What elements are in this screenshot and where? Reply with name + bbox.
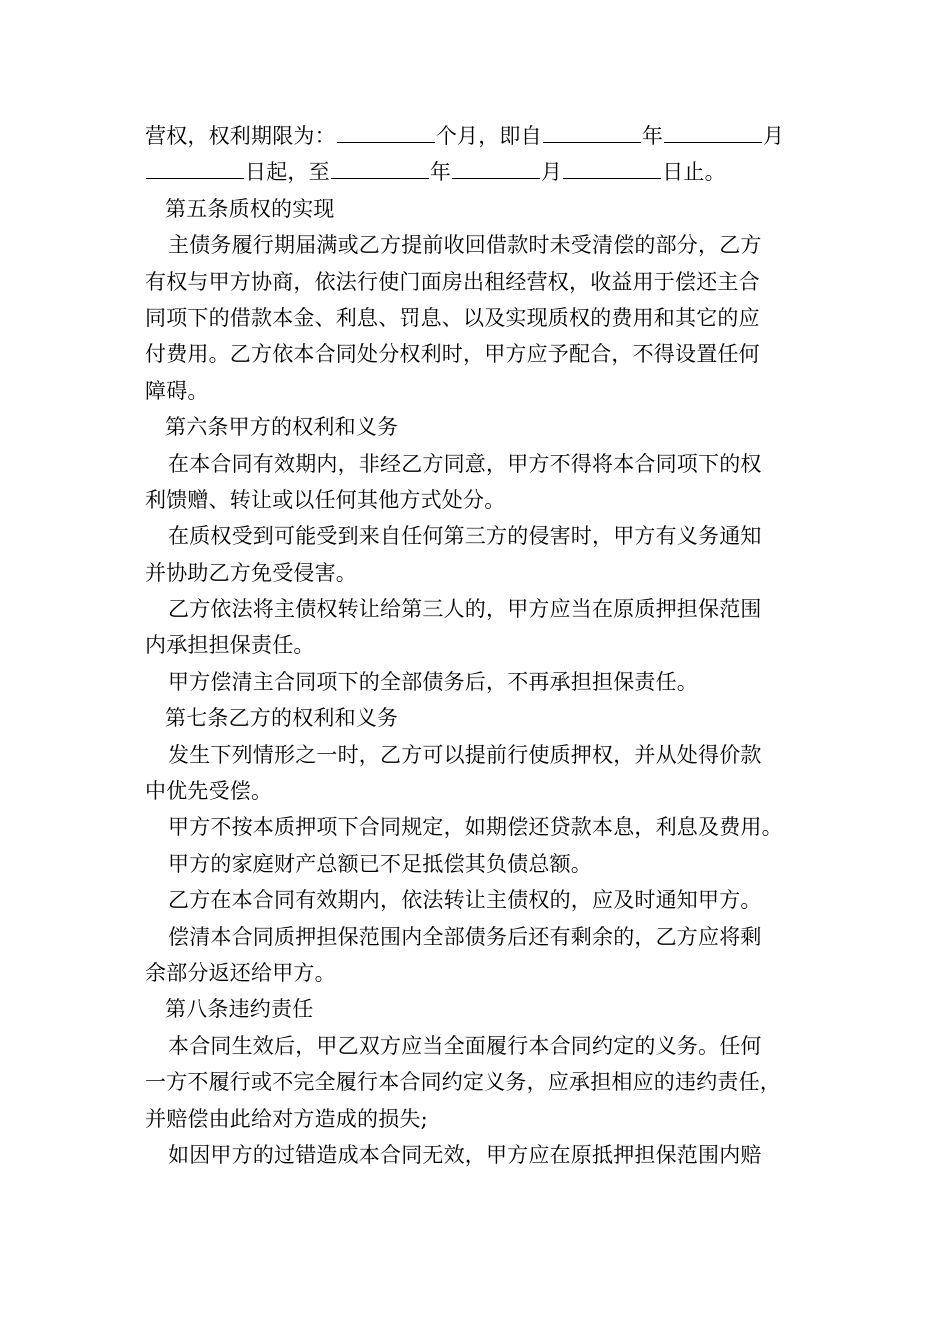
paragraph-line: 内承担担保责任。 (145, 633, 315, 658)
text-segment: 个月，即自 (435, 124, 542, 148)
contract-text (145, 118, 825, 1173)
paragraph-line: 甲方偿清主合同项下的全部债务后，不再承担担保责任。 (168, 669, 698, 694)
fill-blank-start-day (146, 156, 244, 179)
paragraph-line: 本合同生效后，甲乙双方应当全面履行本合同约定的义务。任何 (168, 1033, 762, 1058)
paragraph-line: 中优先受偿。 (145, 779, 273, 804)
text-segment: 日止。 (662, 160, 726, 185)
paragraph-line: 同项下的借款本金、利息、罚息、以及实现质权的费用和其它的应 (145, 305, 760, 330)
paragraph-line: 并赔偿由此给对方造成的损失; (145, 1106, 428, 1131)
paragraph-line: 在质权受到可能受到来自任何第三方的侵害时，甲方有义务通知 (168, 524, 762, 549)
paragraph-line: 甲方的家庭财产总额已不足抵偿其负债总额。 (168, 851, 592, 876)
paragraph-line: 一方不履行或不完全履行本合同约定义务，应承担相应的违约责任， (145, 1070, 781, 1095)
text-segment: 月 (541, 160, 563, 185)
paragraph-line: 在本合同有效期内，非经乙方同意，甲方不得将本合同项下的权 (168, 451, 762, 476)
fill-blank-end-day (563, 156, 661, 179)
paragraph-line: 乙方在本合同有效期内，依法转让主债权的，应及时通知甲方。 (168, 888, 762, 913)
paragraph-line: 偿清本合同质押担保范围内全部债务后还有剩余的，乙方应将剩 (168, 924, 762, 949)
paragraph-line: 主债务履行期届满或乙方提前收回借款时未受清偿的部分，乙方 (168, 233, 762, 258)
text-segment: 月 (763, 124, 785, 148)
term-line-1 (145, 118, 825, 154)
article-8-heading: 第八条违约责任 (165, 997, 314, 1022)
text-segment: 年 (429, 160, 452, 185)
term-line-2 (145, 154, 825, 190)
fill-blank-start-month (664, 120, 762, 143)
article-6-heading: 第六条甲方的权利和义务 (165, 415, 399, 440)
text-segment: 年 (641, 124, 664, 148)
paragraph-line: 如因甲方的过错造成本合同无效，甲方应在原抵押担保范围内赔 (168, 1142, 762, 1167)
fill-blank-months (337, 120, 435, 143)
article-5-heading: 第五条质权的实现 (165, 196, 335, 221)
fill-blank-end-month (452, 156, 540, 179)
article-7-heading: 第七条乙方的权利和义务 (165, 706, 399, 731)
paragraph-line: 甲方不按本质押项下合同规定，如期偿还贷款本息，利息及费用。 (168, 815, 783, 840)
paragraph-line: 有权与甲方协商，依法行使门面房出租经营权，收益用于偿还主合 (145, 269, 760, 294)
paragraph-line: 余部分返还给甲方。 (145, 960, 336, 985)
paragraph-line: 障碍。 (145, 378, 209, 403)
fill-blank-start-year (543, 120, 641, 143)
fill-blank-end-year (331, 156, 429, 179)
paragraph-line: 付费用。乙方依本合同处分权利时，甲方应予配合，不得设置任何 (145, 342, 760, 367)
text-segment: 日起，至 (245, 160, 330, 185)
paragraph-line: 并协助乙方免受侵害。 (145, 560, 357, 585)
text-segment: 营权，权利期限为： (145, 124, 336, 148)
paragraph-line: 发生下列情形之一时，乙方可以提前行使质押权，并从处得价款 (168, 742, 762, 767)
paragraph-line: 利馈赠、转让或以任何其他方式处分。 (145, 487, 506, 512)
paragraph-line: 乙方依法将主债权转让给第三人的，甲方应当在原质押担保范围 (168, 597, 762, 622)
